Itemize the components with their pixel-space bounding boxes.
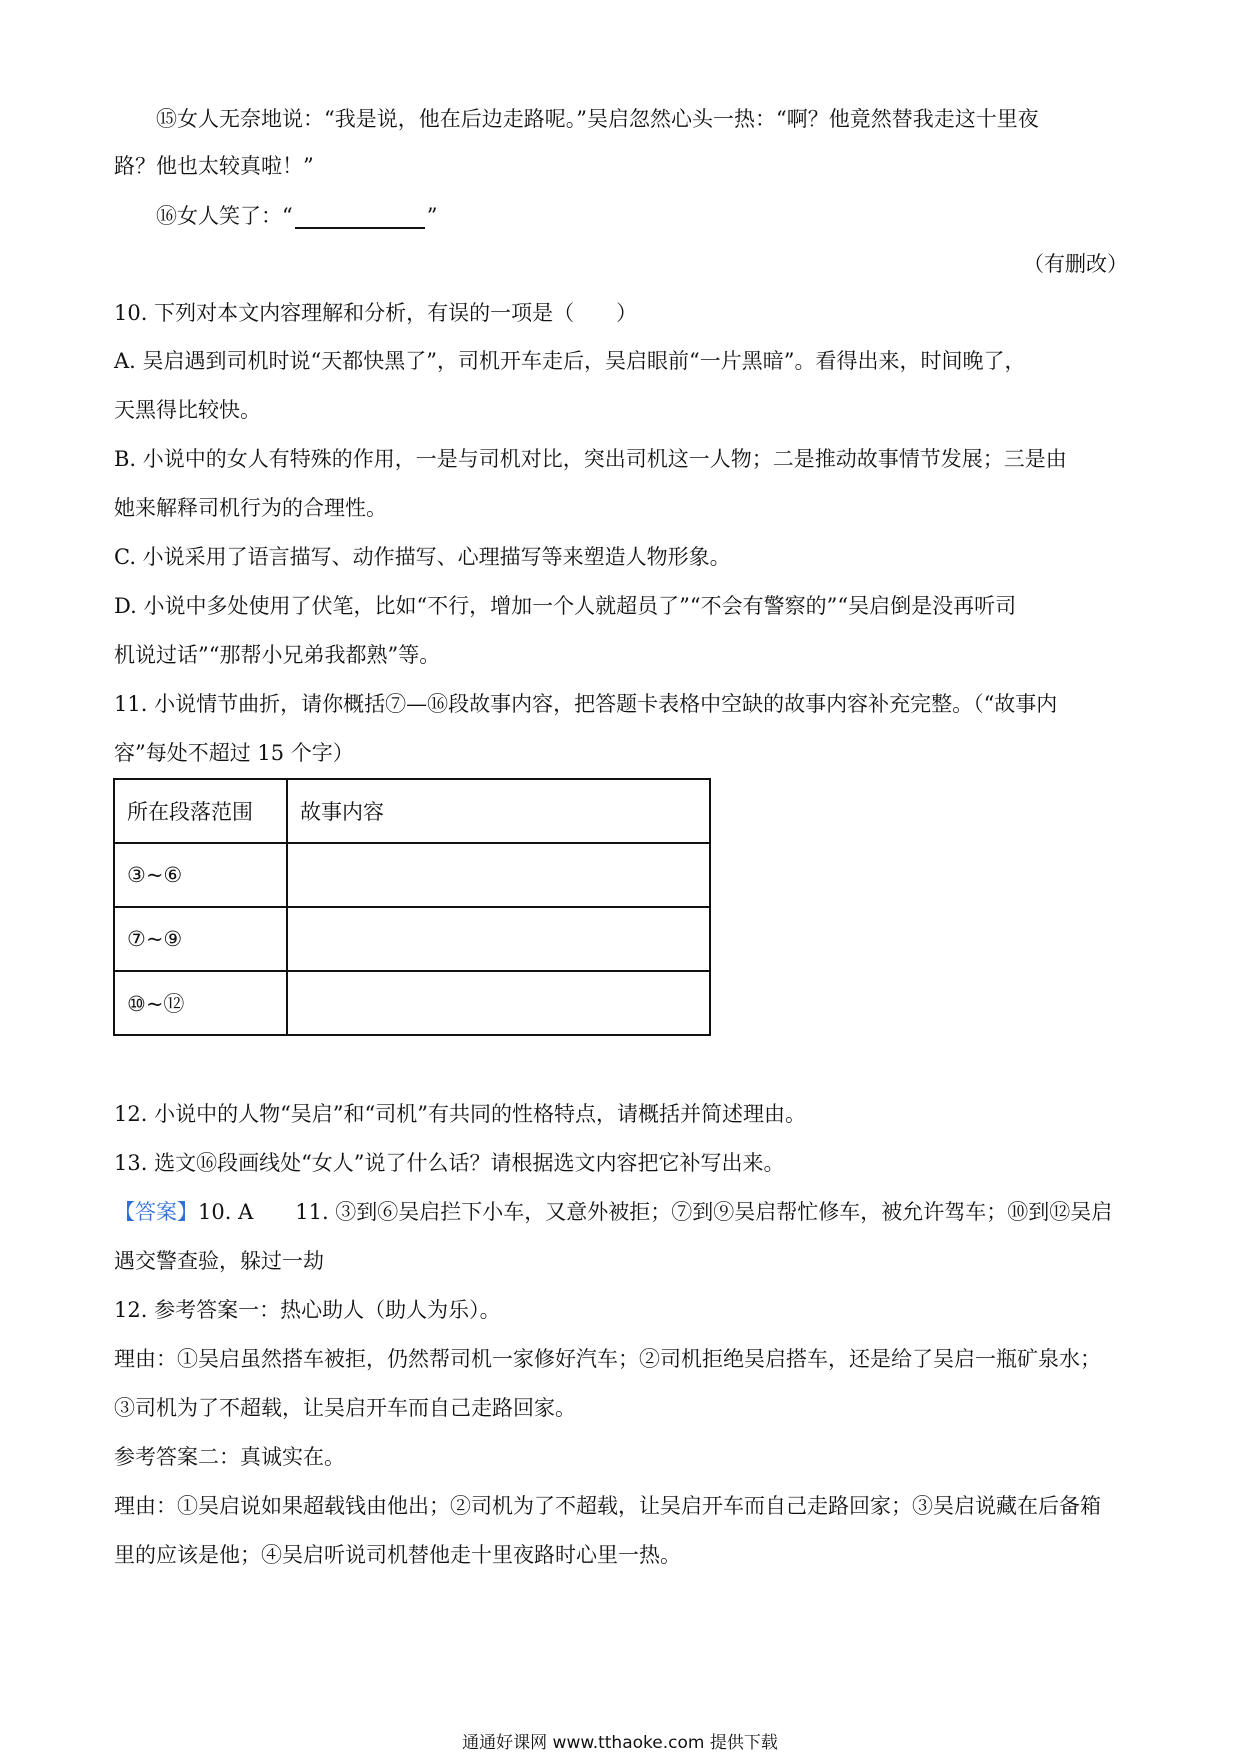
question-12: 12. 小说中的人物“吴启”和“司机”有共同的性格特点，请概括并简述理由。 xyxy=(114,1102,807,1126)
table-row xyxy=(114,843,710,907)
table-cell-range: ⑩~⑫ xyxy=(114,971,287,1035)
table-row xyxy=(114,907,710,971)
table-cell-content-blank xyxy=(287,843,710,907)
table-cell-content-blank xyxy=(287,971,710,1035)
answer-12-option-2: 参考答案二：真诚实在。 xyxy=(114,1445,345,1469)
table-header-row xyxy=(114,779,710,843)
table-cell-content-blank xyxy=(287,907,710,971)
passage-paragraph-16 xyxy=(156,201,1172,231)
passage-paragraph-15-line-1: ⑮女人无奈地说：“我是说，他在后边走路呢。”吴启忽然心头一热：“啊？他竟然替我走这十里夜 xyxy=(156,107,1039,131)
answer-line-1 xyxy=(114,1197,1130,1227)
table-row xyxy=(114,971,710,1035)
answer-tag: 【答案】 xyxy=(114,1200,198,1224)
source-note: （有删改） xyxy=(1023,252,1128,276)
question-10-option-c: C. 小说采用了语言描写、动作描写、心理描写等来塑造人物形象。 xyxy=(114,545,731,569)
paragraph-16-suffix: ” xyxy=(426,204,438,228)
answer-line-2: 遇交警查验，躲过一劫 xyxy=(114,1249,324,1273)
answer-12-reason-2-line-2: 里的应该是他；④吴启听说司机替他走十里夜路时心里一热。 xyxy=(114,1543,681,1567)
answer-12-reason-2-line-1: 理由：①吴启说如果超载钱由他出；②司机为了不超载，让吴启开车而自己走路回家；③吴启说藏在后备箱 xyxy=(114,1494,1101,1518)
table-header-paragraph-range: 所在段落范围 xyxy=(114,779,287,843)
question-10-option-d-line-2: 机说过话”“那帮小兄弟我都熟”等。 xyxy=(114,643,441,667)
answer-10-11: 10. A 11. ③到⑥吴启拦下小车，又意外被拒；⑦到⑨吴启帮忙修车，被允许驾车；⑩到⑫吴启 xyxy=(198,1200,1113,1224)
question-10-option-b-line-2: 她来解释司机行为的合理性。 xyxy=(114,496,387,520)
question-10-stem: 10. 下列对本文内容理解和分析，有误的一项是（ ） xyxy=(114,301,638,325)
question-10-option-a-line-2: 天黑得比较快。 xyxy=(114,398,261,422)
answer-12-reason-1-line-2: ③司机为了不超载，让吴启开车而自己走路回家。 xyxy=(114,1396,576,1420)
question-10-option-b-line-1: B. 小说中的女人有特殊的作用，一是与司机对比，突出司机这一人物；二是推动故事情节发展；三是由 xyxy=(114,447,1067,471)
question-13: 13. 选文⑯段画线处“女人”说了什么话？请根据选文内容把它补写出来。 xyxy=(114,1151,785,1175)
story-content-table xyxy=(113,778,711,1036)
question-11-line-1: 11. 小说情节曲折，请你概括⑦—⑯段故事内容，把答题卡表格中空缺的故事内容补充完整。（“故事内 xyxy=(114,692,1058,716)
paragraph-16-prefix: ⑯女人笑了：“ xyxy=(156,204,293,228)
question-10-option-a-line-1: A. 吴启遇到司机时说“天都快黑了”，司机开车走后，吴启眼前“一片黑暗”。看得出来，时间晚了， xyxy=(114,349,1026,373)
question-10-option-d-line-1: D. 小说中多处使用了伏笔，比如“不行，增加一个人就超员了”“不会有警察的”“吴启倒是没再听司 xyxy=(114,594,1017,618)
table-cell-range: ③~⑥ xyxy=(114,843,287,907)
table-header-story-content: 故事内容 xyxy=(287,779,710,843)
table-cell-range: ⑦~⑨ xyxy=(114,907,287,971)
answer-12-reason-1-line-1: 理由：①吴启虽然搭车被拒，仍然帮司机一家修好汽车；②司机拒绝吴启搭车，还是给了吴启一瓶矿泉水； xyxy=(114,1347,1101,1371)
question-11-line-2: 容”每处不超过 15 个字） xyxy=(114,741,354,765)
answer-12-option-1: 12. 参考答案一：热心助人（助人为乐）。 xyxy=(114,1298,501,1322)
passage-paragraph-15-line-2: 路？他也太较真啦！” xyxy=(114,154,314,178)
underlined-blank xyxy=(295,205,425,229)
page-footer: 通通好课网 www.tthaoke.com 提供下载 xyxy=(462,1733,778,1753)
